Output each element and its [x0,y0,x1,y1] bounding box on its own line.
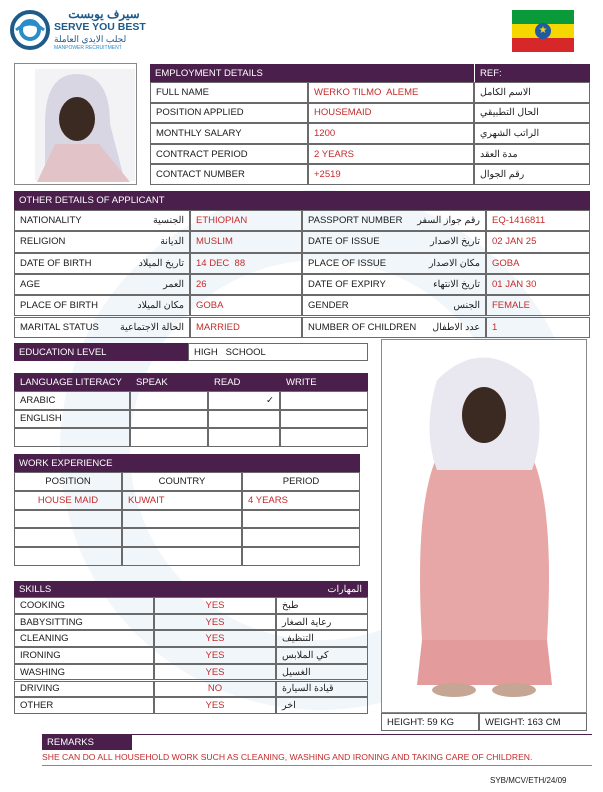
skill-value-5: NO [154,681,276,698]
work-cell-0-period: 4 YEARS [242,491,360,510]
employment-label-0: FULL NAME [150,82,308,103]
language-cell-1-read [208,410,280,429]
company-name-en: SERVE YOU BEST [54,21,146,33]
skills-title: SKILLS [19,583,52,595]
employment-value-4: +2519 [308,164,474,185]
education-header [14,343,188,361]
skill-value-6: YES [154,697,276,714]
company-tagline-ar: لجلب الايدي العاملة [54,33,127,44]
other-right-label-4 [302,295,486,316]
other-left-ar-3: العمر [163,279,184,291]
other-details-header [14,191,590,210]
skill-name-0: COOKING [14,597,154,614]
other-right-ar-2: مكان الاصدار [428,257,480,269]
language-header-0: LANGUAGE LITERACY [14,373,130,391]
other-left-label-0 [14,210,190,231]
employment-label-2: MONTHLY SALARY [150,123,308,144]
other-left-en-1: RELIGION [20,236,66,248]
work-experience-header [14,454,360,472]
flag-emblem-icon: ★ [535,23,551,39]
work-cell-1-period [242,510,360,529]
language-header-2: READ [208,373,280,391]
other-right-ar-3: تاريخ الانتهاء [433,279,480,291]
employment-value-1: HOUSEMAID [308,103,474,124]
language-header-1: SPEAK [130,373,208,391]
work-experience-title: WORK EXPERIENCE [19,457,113,469]
work-cell-0-country: KUWAIT [122,491,242,510]
ethiopia-flag [512,10,574,52]
language-header-3: WRITE [280,373,368,391]
language-cell-2-speak [130,428,208,447]
other-left-ar-0: الجنسية [153,215,184,227]
other-right-value-4: FEMALE [486,295,590,316]
other-right-label-2 [302,253,486,274]
work-cell-1-country [122,510,242,529]
language-cell-0-write [280,391,368,410]
employment-label-3: CONTRACT PERIOD [150,144,308,165]
other-left-en-3: AGE [20,279,41,291]
employment-value-2: 1200 [308,123,474,144]
skill-ar-1: رعاية الصغار [276,614,368,631]
skill-name-3: IRONING [14,647,154,664]
language-cell-0-name: ARABIC [14,391,130,410]
company-tagline-en: MANPOWER RECRUITMENT [54,44,122,51]
other-left-ar-4: مكان الميلاد [137,300,184,312]
skill-ar-4: الغسيل [276,664,368,681]
employment-label-4: CONTACT NUMBER [150,164,308,185]
skill-name-2: CLEANING [14,630,154,647]
work-header-1: COUNTRY [122,472,242,491]
other-left-value-5: MARRIED [190,317,302,338]
language-cell-1-write [280,410,368,429]
other-right-en-2: PLACE OF ISSUE [308,257,387,269]
work-header-2: PERIOD [242,472,360,491]
other-left-en-0: NATIONALITY [20,215,82,227]
other-left-value-2: 14 DEC 88 [190,253,302,274]
logo-icon [10,10,50,50]
other-right-ar-5: عدد الاطفال [432,321,480,333]
language-table [14,373,368,447]
employment-label-1: POSITION APPLIED [150,103,308,124]
other-right-en-5: NUMBER OF CHILDREN [308,321,417,333]
other-left-en-5: MARITAL STATUS [20,321,99,333]
skill-name-1: BABYSITTING [14,614,154,631]
work-cell-2-period [242,528,360,547]
height-value: HEIGHT: 59 KG [381,713,479,731]
footer-reference-code: SYB/MCV/ETH/24/09 [490,776,567,785]
other-right-value-2: GOBA [486,253,590,274]
work-cell-3-position [14,547,122,566]
company-name-ar: سيرف يوبست [68,7,140,21]
other-left-ar-2: تاريخ الميلاد [138,257,184,269]
work-header-0: POSITION [14,472,122,491]
employment-value-0: WERKO TILMO ALEME [308,82,474,103]
skills-title-ar: المهارات [327,583,362,595]
other-left-value-0: ETHIOPIAN [190,210,302,231]
skill-value-3: YES [154,647,276,664]
skill-ar-6: اخر [276,697,368,714]
other-right-ar-0: رقم جواز السفر [417,215,480,227]
skill-value-4: YES [154,664,276,681]
employment-header [150,64,474,82]
skill-ar-0: طبخ [276,597,368,614]
employment-ar-3: مدة العقد [474,144,590,165]
language-cell-1-name: ENGLISH [14,410,130,429]
weight-value: WEIGHT: 163 CM [479,713,587,731]
employment-ar-2: الراتب الشهري [474,123,590,144]
work-cell-1-position [14,510,122,529]
work-cell-3-country [122,547,242,566]
skill-name-5: DRIVING [14,681,154,698]
other-left-label-5 [14,317,190,338]
other-left-label-1 [14,231,190,252]
employment-ar-4: رقم الجوال [474,164,590,185]
other-left-en-2: DATE OF BIRTH [20,257,92,269]
other-right-ar-4: الجنس [453,300,480,312]
other-right-value-1: 02 JAN 25 [486,231,590,252]
other-right-en-3: DATE OF EXPIRY [308,279,386,291]
employment-ar-1: الحال التطبيقي [474,103,590,124]
language-cell-2-name [14,428,130,447]
other-left-en-4: PLACE OF BIRTH [20,300,98,312]
other-left-value-1: MUSLIM [190,231,302,252]
other-right-label-3 [302,274,486,295]
ref-header [474,64,590,82]
remarks-rule [132,734,592,735]
language-cell-2-read [208,428,280,447]
skills-header [14,581,368,597]
skill-value-1: YES [154,614,276,631]
applicant-photo-full [381,339,587,713]
education-value: HIGH SCHOOL [188,343,368,361]
skill-value-2: YES [154,630,276,647]
other-left-ar-1: الديانة [160,236,184,248]
other-right-en-4: GENDER [308,300,349,312]
other-right-label-0 [302,210,486,231]
employment-title: EMPLOYMENT DETAILS [155,67,263,79]
work-cell-3-period [242,547,360,566]
other-left-value-3: 26 [190,274,302,295]
employment-value-3: 2 YEARS [308,144,474,165]
language-cell-0-read: ✓ [208,391,280,410]
applicant-photo-small [14,63,137,185]
employment-table [150,82,590,185]
remarks-title: REMARKS [47,736,94,748]
other-details-title: OTHER DETAILS OF APPLICANT [19,195,165,206]
education-label: EDUCATION LEVEL [19,346,107,358]
other-right-label-1 [302,231,486,252]
other-right-value-5: 1 [486,317,590,338]
other-left-label-2 [14,253,190,274]
other-right-value-3: 01 JAN 30 [486,274,590,295]
employment-ar-0: الاسم الكامل [474,82,590,103]
skills-table [14,597,368,714]
other-details-table [14,210,590,338]
work-cell-0-position: HOUSE MAID [14,491,122,510]
other-left-value-4: GOBA [190,295,302,316]
other-right-en-0: PASSPORT NUMBER [308,215,403,227]
language-cell-1-speak [130,410,208,429]
remarks-header [42,734,132,750]
skill-ar-2: التنظيف [276,630,368,647]
language-cell-0-speak [130,391,208,410]
work-cell-2-position [14,528,122,547]
other-right-ar-1: تاريخ الاصدار [430,236,480,248]
company-logo [10,10,50,50]
other-right-en-1: DATE OF ISSUE [308,236,380,248]
other-left-label-4 [14,295,190,316]
skill-ar-3: كي الملابس [276,647,368,664]
work-experience-table [14,472,360,566]
remarks-text: SHE CAN DO ALL HOUSEHOLD WORK SUCH AS CLEANING, WASHING AND IRONING AND TAKING CARE OF CHILDREN. [42,752,592,766]
other-right-label-5 [302,317,486,338]
work-cell-2-country [122,528,242,547]
other-left-label-3 [14,274,190,295]
skill-name-4: WASHING [14,664,154,681]
other-right-value-0: EQ-1416811 [486,210,590,231]
ref-label: REF: [480,67,502,79]
skill-value-0: YES [154,597,276,614]
skill-name-6: OTHER [14,697,154,714]
skill-ar-5: قيادة السيارة [276,681,368,698]
language-cell-2-write [280,428,368,447]
other-left-ar-5: الحالة الاجتماعية [120,321,184,333]
